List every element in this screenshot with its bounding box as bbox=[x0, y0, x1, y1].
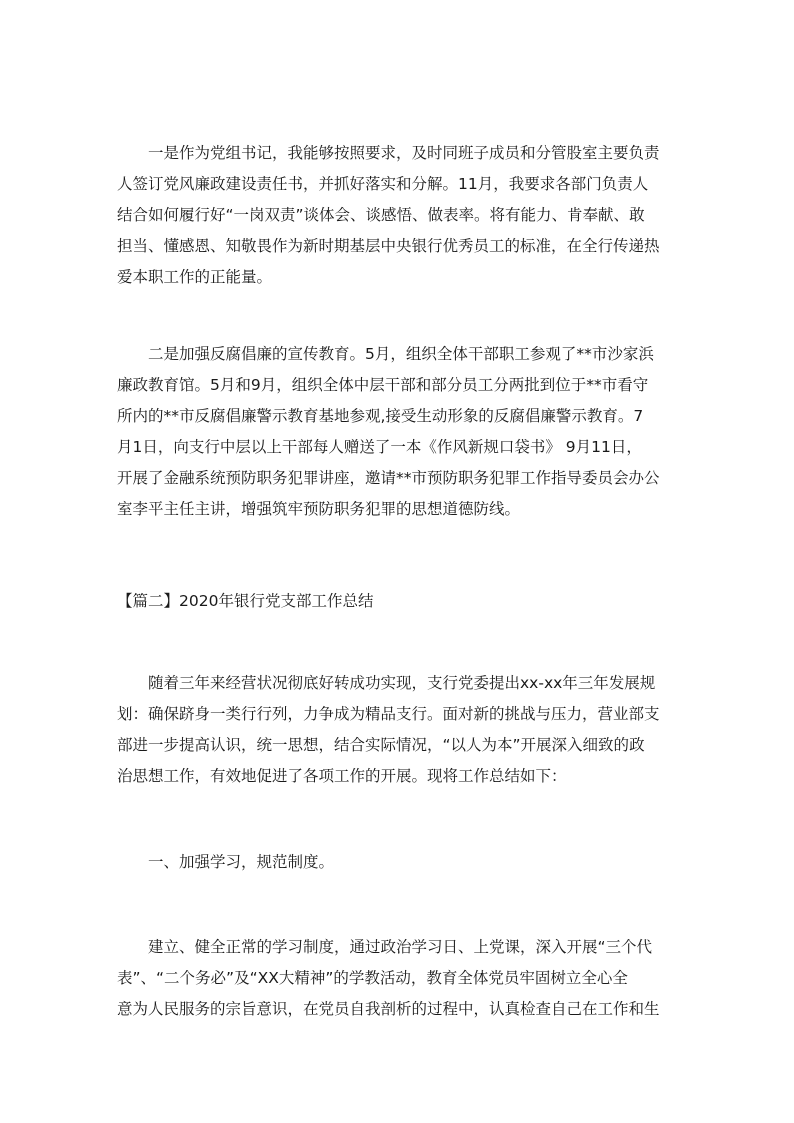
paragraph-line: 廉政教育馆。5月和9月，组织全体中层干部和部分员工分两批到位于**市看守 bbox=[117, 376, 649, 394]
paragraph-line: 表”、“二个务必”及“XX大精神”的学教活动，教育全体党员牢固树立全心全 bbox=[117, 969, 628, 987]
paragraph-line: 人签订党风廉政建设责任书，并抓好落实和分解。11月，我要求各部门负责人 bbox=[117, 175, 649, 193]
paragraph-line: 建立、健全正常的学习制度，通过政治学习日、上党课，深入开展“三个代 bbox=[148, 938, 653, 956]
paragraph-line: 室李平主任主讲，增强筑牢预防职务犯罪的思想道德防线。 bbox=[117, 500, 521, 518]
paragraph-line: 所内的**市反腐倡廉警示教育基地参观,接受生动形象的反腐倡廉警示教育。7 bbox=[117, 407, 644, 425]
paragraph-line: 划：确保跻身一类行行列，力争成为精品支行。面对新的挑战与压力，营业部支 bbox=[117, 705, 660, 723]
paragraph-anti-corruption-education bbox=[117, 339, 687, 525]
paragraph-party-secretary-duties bbox=[117, 138, 687, 293]
paragraph-study-system bbox=[117, 932, 687, 1025]
subheading: 一、加强学习，规范制度。 bbox=[148, 853, 335, 871]
paragraph-line: 一是作为党组书记，我能够按照要求，及时同班子成员和分管股室主要负责 bbox=[148, 144, 660, 162]
paragraph-line: 二是加强反腐倡廉的宣传教育。5月，组织全体干部职工参观了**市沙家浜 bbox=[148, 345, 654, 363]
paragraph-development-plan bbox=[117, 668, 687, 792]
paragraph-line: 随着三年来经营状况彻底好转成功实现，支行党委提出xx-xx年三年发展规 bbox=[148, 674, 656, 692]
paragraph-line: 爱本职工作的正能量。 bbox=[117, 268, 273, 286]
section-heading: 【篇二】2020年银行党支部工作总结 bbox=[117, 592, 374, 610]
paragraph-line: 意为人民服务的宗旨意识，在党员自我剖析的过程中，认真检查自己在工作和生 bbox=[117, 1000, 660, 1018]
paragraph-line: 部进一步提高认识，统一思想，结合实际情况，“以人为本”开展深入细致的政 bbox=[117, 736, 645, 754]
paragraph-line: 担当、懂感恩、知敬畏作为新时期基层中央银行优秀员工的标准，在全行传递热 bbox=[117, 237, 660, 255]
paragraph-line: 结合如何履行好“一岗双责”谈体会、谈感悟、做表率。将有能力、肯奉献、敢 bbox=[117, 206, 645, 224]
paragraph-line: 月1日，向支行中层以上干部每人赠送了一本《作风新规口袋书》 9月11日， bbox=[117, 438, 642, 456]
paragraph-line: 治思想工作，有效地促进了各项工作的开展。现将工作总结如下： bbox=[117, 767, 567, 785]
paragraph-line: 开展了金融系统预防职务犯罪讲座，邀请**市预防职务犯罪工作指导委员会办公 bbox=[117, 469, 660, 487]
